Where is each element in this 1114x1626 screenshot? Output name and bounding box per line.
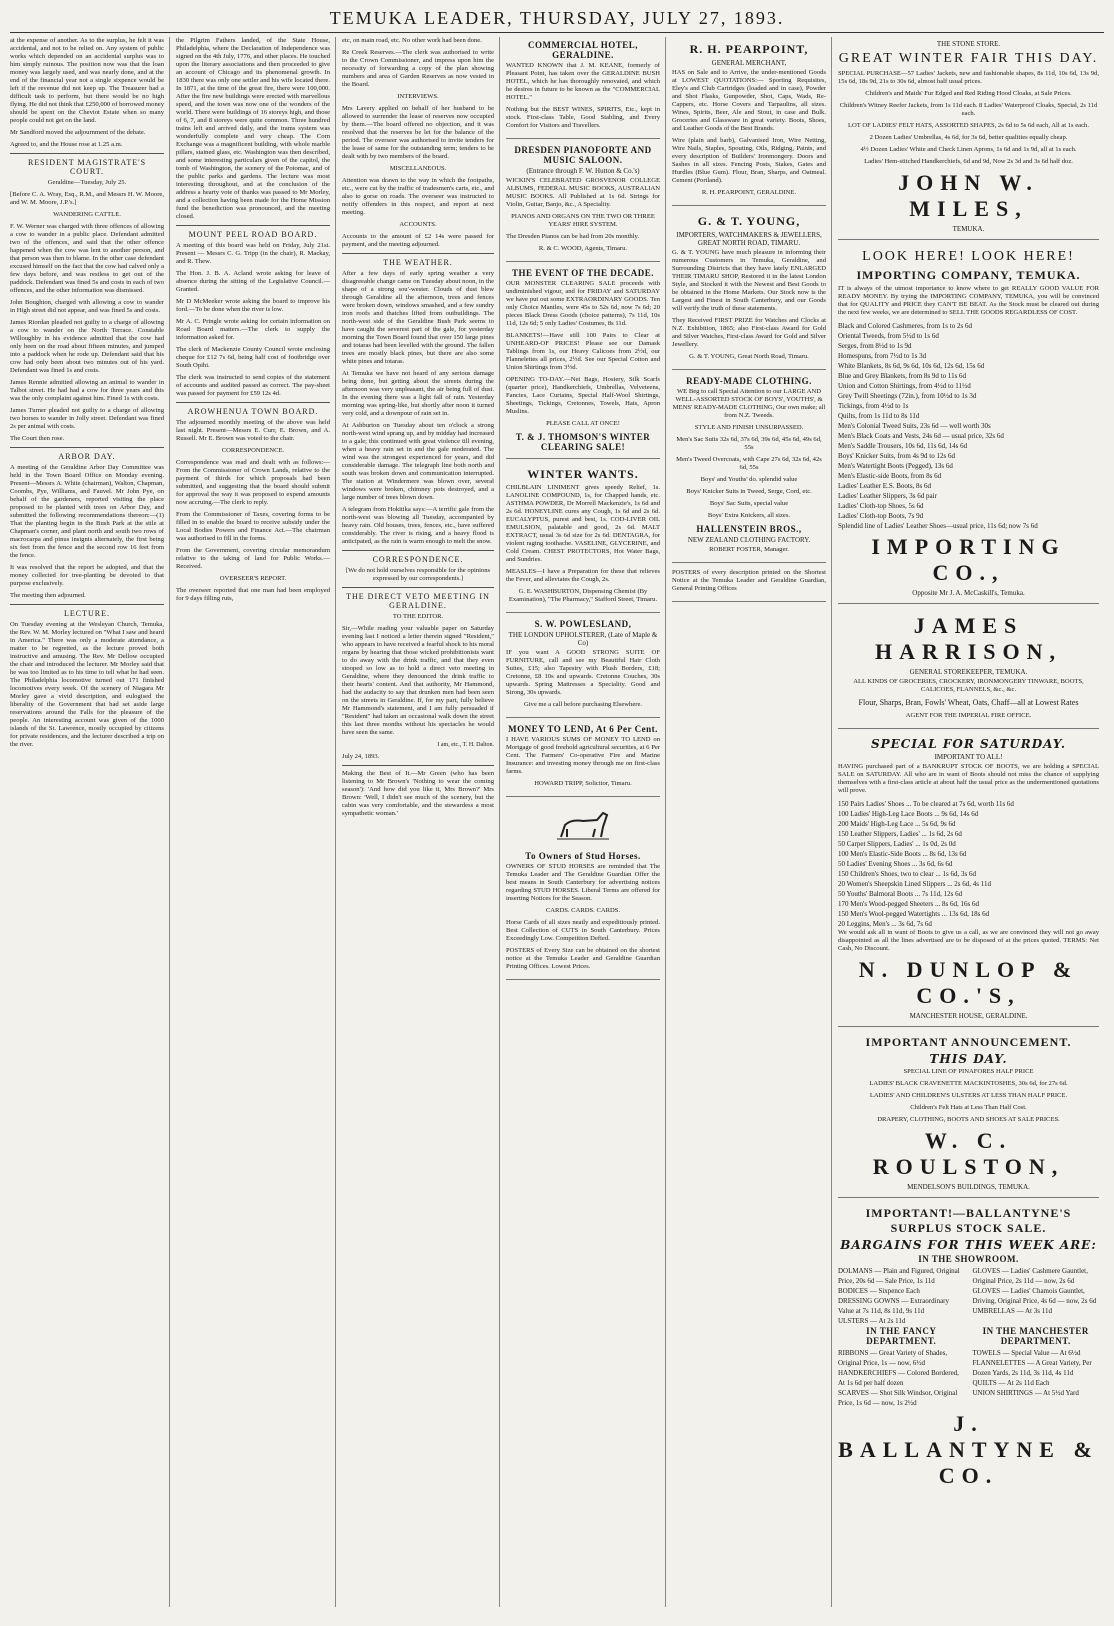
list-item: Homespuns, from 7½d to 1s 3d (838, 352, 927, 360)
article-text: A meeting of this board was held on Friday, July 21st. Present — Messrs C. G. Tripp (in the chair), R. Mackay, and R. Thew. (176, 242, 330, 265)
section-heading: MOUNT PEEL ROAD BOARD. (188, 230, 318, 239)
ad-posters: POSTERS of every description printed on the Shortest Notice at the Temuka Leader and Geraldine Guardian, General Printing Offices (672, 566, 826, 602)
list-item: FLANNELETTES — A Great Variety, Per Dozen Yards, 2s 11d, 3s 11d, 4s 11d (972, 1359, 1092, 1377)
column-5-ads (672, 37, 832, 1607)
section-heading: THE WEATHER. (383, 258, 453, 267)
article-text: James Turner pleaded not guilty to a charge of allowing two horses to wander in Jolly street. Defendant was fined 2s per animal with costs. (10, 407, 164, 430)
list-item: Ladies' Leather E.S. Boots, 8s 6d (838, 482, 932, 490)
article-text: the Pilgrim Fathers landed, of the State House, Philadelphia, where the Declaration of Independence was signed on the 4th July, 1776, and other places. He touched upon the literary associations and then proceeded to give an account of Chicago and its phenomenal growth. In 1830 there was only one settler and his wife located there. In 1871, at the time of the great fire, there were 100,000. After the fire new buildings were erected with marvellous speed, and the town was now one of the wonders of the world. There were buildings of 16 storeys high, and those of 6, 7, and 8 storeys were quite common. Three hundred trains left and arrived daily, and the trams system was wonderfully complete and very cheap. The Corn Exchange was a magnificent building, with whole marble pillars, stained glass, etc. Washington was then described, and some interesting particulars given of the capitol, the tomb of Washington, the scenery of the Potomac, and of the public parks and gardens. The lecture was most interesting throughout, and at the conclusion of the address a hearty vote of thanks was passed to Mr Morley, and a collection having been made for the Home Mission fund the benediction was pronounced, and the meeting closed. (176, 37, 330, 220)
list-item: BODICES — Sixpence Each (838, 1287, 920, 1295)
article-text: James Riordan pleaded not guilty to a charge of allowing a cow to wander on the North Terrace. Constable Willoughby in his evidence admitted that the cow had only been on the road about fifteen minutes, and jumped into a paddock when he rode up. Defendant said that his cow had only been about two minutes out of his yard. Defendant was fined 1s and costs. (10, 319, 164, 374)
list-item: QUILTS — At 2s 11d Each (972, 1379, 1050, 1387)
list-item: UMBRELLAS — At 3s 11d (972, 1307, 1052, 1315)
ad-winter-wants: WINTER WANTS. CHILBLAIN LINIMENT gives speedy Relief, 1s. LANOLINE COMPOUND, 1s, for Chapped hands, etc. ASTHMA POWDER, Dr Morrell Mackenzie's, 1s 6d and 2s 6d. HONEYLINE cures any Cough, 1s 6d and 2s 6d. EUCALYPTUS, purest and best, 1s. COD-LIVER OIL EMULSION, palatable and good, 2s 6d. MALT EXTRACT, usual 3s 6d size for 2s 6d. DENTAGRA, for violent raging toothache. VASELINE, GLYCERINE, and Cold Cream. CHEST PROTECTORS, Hot Water Bags, and Sundries. MEASLES—I have a Preparation for these that relieves the Fever, and alleviates the Cough, 2s. G. E. WASHBURTON, Dispensing Chemist (By Examination), "The Pharmacy," Stafford Street, Timaru. (506, 462, 660, 613)
subheading: CORRESPONDENCE. (221, 447, 285, 454)
fancy-list (838, 1348, 965, 1408)
horse-icon (553, 807, 613, 847)
manchester-list (973, 1348, 1100, 1398)
ad-event-of-decade: THE EVENT OF THE DECADE. OUR MONSTER CLEARING SALE proceeds with undiminished vigour, and for FRIDAY and SATURDAY we have put out some EXTRAORDINARY GOODS. Ten only Choice Mantles, were 45s to 52s 6d, now 7s 6d; 20 pieces Black Dress Goods (choice patterns), 7s 11d, 10s 11d, 12s 6d; 5 only Ladies' Costumes, 8s 11d. BLANKETS!—Have still 100 Pairs to Clear at UNHEARD-OF PRICES! Please see our Damask Tablings from 1s, our Heavy Calicoes from 2½d, our Flannelettes all prices, 2½d. See our Special Cotton and Union Shirtings from 3½d. OPENING TO-DAY.—Net Bags, Hosiery, Silk Scarfs (quarter price), Handkerchiefs, Umbrellas, Velveteens, Fancies, Lace Curtains, Special Half-Wool Shirtings, Sheetings, Tickings, Cretonnes, Towels, Hats, Apron Muslins. PLEASE CALL AT ONCE! T. & J. THOMSON'S WINTER CLEARING SALE! (506, 265, 660, 459)
article-text: The adjourned monthly meeting of the above was held last night. Present—Messrs E. Curr, E. Brown, and A. Russell. Mr E. Brown was voted to the chair. (176, 419, 330, 442)
list-item: White Blankets, 8s 6d, 9s 6d, 10s 6d, 12s 6d, 15s 6d (838, 362, 985, 370)
article-text: Correspondence was read and dealt with as follows:—From the Commissioner of Crown Lands, relative to the payment of thirds for which proposals had been submitted, and suggesting that the board should submit for approval the way it was proposed to expend amounts now accruing.—The clerk to reply. (176, 459, 330, 506)
ad-money-to-lend: MONEY TO LEND, At 6 Per Cent. I HAVE VARIOUS SUMS OF MONEY TO LEND on Mortgage of good freehold agricultural securities, at 6 Per Cent. The Farmers' Co-operative Fire and Marine Insurance: and investing money through me on first-class farms. HOWARD TRIPP, Solicitor, Timaru. (506, 721, 660, 797)
article-text: Accounts to the amount of £2 14s were passed for payment, and the meeting adjourned. (342, 233, 494, 248)
ad-stud-horses: To Owners of Stud Horses. OWNERS OF STUD HORSES are reminded that The Temuka Leader and The Geraldine Guardian Offer the best means in South Canterbury for advertising notices regarding STUD HORSES. Liberal Terms are offered for inserting Notices for the Season. CARDS. CARDS. CARDS. Horse Cards of all sizes neatly and expeditiously printed. Best Collection of CUTS in South Canterbury. Prices Exceedingly Low. Competition Defied. POSTERS of Every Size can be obtained on the shortest notice at the Temuka Leader and Geraldine Guardian Printing Offices. Lowest Prices. (506, 800, 660, 980)
section-heading: AROWHENUA TOWN BOARD. (187, 407, 319, 416)
article-text: John Boughton, charged with allowing a cow to wander in High street did not appear, and was fined 5s and costs. (10, 299, 164, 314)
list-item: Men's Colonial Tweed Suits, 23s 6d — well worth 30s (838, 422, 991, 430)
ad-ready-made-clothing: READY-MADE CLOTHING. WE Beg to call Special Attention to our LARGE AND WELL-ASSORTED STOCK OF BOYS', YOUTHS', & MENS' READY-MADE CLOTHING, Our own make; all from N.Z. Tweeds. STYLE AND FINISH UNSURPASSED. Men's Sac Suits 32s 6d, 37s 6d, 39s 6d, 45s 6d, 49s 6d, 55s Men's Tweed Overcoats, with Cape 27s 6d, 32s 6d, 42s 6d, 55s Boys' and Youths' do. splendid value Boys' Knicker Suits in Tweed, Serge, Cord, etc. Boys' Sac Suits, special value Boys' Extra Knickers, all sizes. HALLENSTEIN BROS., NEW ZEALAND CLOTHING FACTORY. ROBERT FOSTER, Manager. (672, 373, 826, 563)
masthead: TEMUKA LEADER, THURSDAY, JULY 27, 1893. (10, 8, 1104, 33)
price-list (838, 321, 1099, 531)
dateline: July 24, 1893. (342, 753, 380, 760)
section-heading: ARBOR DAY. (58, 452, 116, 461)
list-item: Grey Twill Sheetings (72in.), from 10½d to 1s 3d (838, 392, 977, 400)
list-item: Blue and Grey Blankets, from 8s 9d to 11s 6d (838, 372, 967, 380)
list-item: Men's Watertight Boots (Pegged), 13s 6d (838, 462, 953, 470)
list-item: Ladies' Leather Slippers, 3s 6d pair (838, 492, 937, 500)
list-item: DOLMANS — Plain and Figured, Original Price, 20s 6d — Sale Price, 1s 11d (838, 1267, 960, 1285)
list-item: Men's Elastic-side Boots, from 8s 6d (838, 472, 942, 480)
list-item: 100 Men's Elastic-Side Boots ... 8s 6d, 13s 6d (838, 850, 967, 858)
list-item: 170 Men's Wood-pegged Sheeters ... 8s 6d, 16s 6d (838, 900, 979, 908)
article-text: At Ashburton on Tuesday about ten o'clock a strong north-west wind sprang up, and by midday had increased to a gale; this continued with great violence till evening, when a heavy rain set in and the gale moderated. The wind was the strongest experienced for years, and did considerable damage. The telegraph line both north and south was broken down and communication interrupted. The station at Windermere was blown over, several windows were broken, chimney pots destroyed, and a large number of trees blown down. (342, 422, 494, 501)
dateline: Geraldine—Tuesday, July 25. (47, 179, 127, 186)
list-item: Ladies' Cloth-top Shoes, 5s 6d (838, 502, 924, 510)
ad-powlesland: S. W. POWLESLAND, THE LONDON UPHOLSTERER, (Late of Maple & Co) IF you want A GOOD STRONG SUITE OF FURNITURE, call and see my Beautiful Hair Cloth Suites, £15; also Tapestry with Plush Borders, £18; Cretonne, £8 10s and upwards. Cretonne Couches, 30s upwards. Spring Mattresses a Speciality. Good and Strong, 30s upwards. Give me a call before purchasing Elsewhere. (506, 616, 660, 718)
subheading: MISCELLANEOUS. (389, 165, 447, 172)
article-text: Mr Sandford moved the adjournment of the debate. (10, 129, 146, 136)
column-3 (342, 37, 500, 1607)
article-text: at the expense of another. As to the surplus, he felt it was accidental, and not to be relied on. Any system of public works which depended on an accidental surplus was to him simply ruinous. The position now was that the loan money was largely used, and was nearly done, and at the end of the financial year not a single sixpence would be left if the revenue did not keep up. The Treasurer had a difficult task to perform, but there would be no high flying. He did not think that £250,000 of borrowed money should be spent on the Cheviot Estate when so many people could not get on the land. (10, 37, 164, 124)
article-text: On Tuesday evening at the Wesleyan Church, Temuka, the Rev. W. M. Morley lectured on "What I saw and heard in America." There was only a moderate attendance, a matter to be regretted, as the lecture proved both instructive and amusing. The Rev. Mr Dellow occupied the chair and introduced the lecturer. Mr Morley said that he was too limited as to his time to tell what he had seen. The Philadelphia locomotive turned out 171 finished locomotives every week. Of the scenery of Niagara Mr Morley gave a vivid description, and eulogised the liberality of the Government that had set aside large reservations around the Falls for the pleasure of the people. An interesting account was given of the 1000 islands of the St. Lawrence, mostly occupied by citizens for private residences, and the lecturer described a trip on the river. (10, 621, 164, 748)
subheading: TO THE EDITOR. (392, 613, 444, 620)
list-item: 50 Youths' Balmoral Boots ... 7s 11d, 12s 6d (838, 890, 963, 898)
list-item: Tickings, from 4½d to 1s (838, 402, 909, 410)
article-text: At Temuka we have not heard of any serious damage being done, but getting about the streets during the afternoon was very unpleasant, the air being full of dust. In the evening there was a light fall of rain. Yesterday morning was spring-like, but shortly after noon it turned very cold, and a downpour of rain set in. (342, 370, 494, 417)
list-item: Splendid line of Ladies' Leather Shoes—usual price, 11s 6d; now 7s 6d (838, 522, 1038, 530)
showroom-list (838, 1266, 965, 1326)
ad-roulston: IMPORTANT ANNOUNCEMENT. THIS DAY. SPECIAL LINE OF PINAFORES HALF PRICE LADIES' BLACK CRAVENETTE MACKINTOSHES, 30s 6d, for 27s 6d. LADIES' AND CHILDREN'S ULSTERS AT LESS THAN HALF PRICE. Children's Felt Hats at Less Than Half Cost. DRAPERY, CLOTHING, BOOTS AND SHOES AT SALE PRICES. W. C. ROULSTON, MENDELSON'S BUILDINGS, TEMUKA. (838, 1030, 1099, 1198)
list-item: RIBBONS — Great Variety of Shades, Original Price, 1s — now, 6½d (838, 1349, 948, 1367)
article-text: Making the Best of It.—Mr Green (who has been listening to Mr Brown's 'Nothing to wear the coming season'): 'And how did you like it, Mrs Brown?' Mrs Brown: 'Well, I didn't see much of the scenery, but the cabin was very comfortable, and the stewardess a most sympathetic woman.' (342, 770, 494, 817)
editor-note: [We do not hold ourselves responsible for the opinions expressed by our correspondents.] (345, 567, 491, 582)
ad-pearpoint: R. H. PEARPOINT, GENERAL MERCHANT, HAS on Sale and to Arrive, the under-mentioned Goods at LOWEST QUOTATIONS:— Sporting Requisites, Eley's and Club Cartridges (loaded and in case), Powder and Shot Flasks, Gunpowder, Shot, Caps, Wads, Re-Cappers, etc. Horse Covers and Tarpaulins, all sizes. Wines, Spirits, Beer, Ale and Stout, in case and Bulk. Groceries and Glassware in great variety. Boots, Shoes, and Leather Goods of the Best Brands. Wire (plain and barb), Galvanised Iron, Wire Netting, Wire Nails, Staples, Spouting, Oils, Ridging, Paints, and every description of Builders' Ironmongery. Doors and Sashes in all sizes. Fencing Posts, Stakes, Gates and Hurdles (Blue Gum). Flour, Bran, Sharps, and Oatmeal. Cement (Portland). R. H. PEARPOINT, GERALDINE. (672, 37, 826, 206)
article-text: James Rennie admitted allowing an animal to wander in Talbot street. He had had a cow for three years and this was the only complaint against him. Fined 1s with costs. (10, 379, 164, 402)
signature: I am, etc., T. H. Dalton. (437, 742, 494, 748)
ad-james-harrison: JAMES HARRISON, GENERAL STOREKEEPER, TEMUKA. ALL KINDS OF GROCERIES, CROCKERY, IRONMONGERY TINWARE, BOOTS, CALICOES, FLANNELS, &c., &c. Flour, Sharps, Bran, Fowls' Wheat, Oats, Chaff—all at Lowest Rates AGENT FOR THE IMPERIAL FIRE OFFICE. (838, 607, 1099, 729)
article-text: A meeting of the Geraldine Arbor Day Committee was held in the Town Board Office on Monday evening. Present—Messrs A. White (chairman), Walton, Chapman, Coombs, Pye, Williams, and Fauvel. Mr John Pye, on behalf of the gardeners, reported visiting the place proposed to be planted with trees on Arbor Day, and submitted the following recommendations thereon:—(1) That the planting begin in the Bush Park at the stile at Chapman's corner, and plant north and south two rows of macrocarpa and pinus insignis alternately, the first being six feet from the fence and the second row 16 feet from the fence. (10, 464, 164, 559)
ad-ballantyne: IMPORTANT!—BALLANTYNE'S SURPLUS STOCK SALE. BARGAINS FOR THIS WEEK ARE: IN THE SHOWROOM. DOLMANS — Plain and Figured, Original Price, 20s 6d — Sale Price, 1s 11d BODICES — Sixpence Each DRESSING GOWNS — Extraordinary Value at 7s 11d, 8s 11d, 9s 11d ULSTERS — At 2s 11d GLOVES — Ladies' Cashmere Gauntlet, Original Price, 2s 11d — now, 2s 6d GLOVES — Ladies' Chamois Gauntlet, Driving, Original Price, 4s 6d — now, 2s 6d UMBRELLAS — At 3s 11d IN THE FANCY DEPARTMENT. RIBBONS — Great Variety of Shades, Original Price, 1s — now, 6½d HANDKERCHIEFS — Colored Bordered, At 1s 6d per half dozen SCARVES — Shot Silk Windsor, Original Price, 1s 6d — now, 1s 2½d IN THE MANCHESTER DEPARTMENT. TOWELS — Special Value — At 6½d FLANNELETTES — A Great Variety, Per Dozen Yards, 2s 11d, 3s 11d, 4s 11d QUILTS — At 2s 11d Each UNION SHIRTINGS — At 5½d Yard J. BALLANTYNE & CO. (838, 1206, 1099, 1488)
list-item: 150 Men's Wool-pegged Watertights ... 13s 6d, 18s 6d (838, 910, 990, 918)
list-item: GLOVES — Ladies' Chamois Gauntlet, Driving, Original Price, 4s 6d — now, 2s 6d (972, 1287, 1097, 1305)
ad-stone-store: THE STONE STORE. GREAT WINTER FAIR THIS DAY. SPECIAL PURCHASE—57 Ladies' Jackets, new and fashionable shapes, 8s 11d, 10s 6d, 13s 9d, 15s 6d, 18s 9d, 21s to 30s 6d, almost half usual prices. Children's and Maids' Fur Edged and Red Riding Hood Cloaks, at Sale Prices. Children's Witney Reefer Jackets, from 1s 11d each. 8 Ladies' Waterproof Cloaks, Special, 2s 11d each. LOT OF LADIES' FELT HATS, ASSORTED SHAPES, 2s 6d to 5s 6d each, All at 1s each. 2 Dozen Ladies' Umbrellas, 4s 6d, for 3s 6d, better qualities equally cheap. 4½ Dozen Ladies' White and Check Linen Aprons, 1s 6d and 1s 9d, all at 1s each. Ladies' Hem-stitched Handkerchiefs, 6d and 9d, Now 2s 3d and 3s 6d half doz. JOHN W. MILES, TEMUKA. (838, 37, 1099, 240)
subheading: INTERVIEWS. (397, 93, 439, 100)
subheading: OVERSEER'S REPORT. (219, 575, 287, 582)
article-text: F. W. Werner was charged with three offences of allowing a cow to wander in a public place. Defendant admitted two of the offences, and said that the other offence happened when the cow was lent to another person, and that person was then to blame. In the other case defendant excused himself on the fact that the cow had calved only a few days before, and was restless to get out of the paddock. Defendant was fined 5s and costs in each of two offences, and the other information was dismissed. (10, 223, 164, 294)
section-heading: RESIDENT MAGISTRATE'S COURT. (27, 158, 147, 176)
article-text: [Before C. A. Wray, Esq., R.M., and Messrs H. W. Moore, and W. M. Moore, J.P.'s.] (10, 191, 164, 206)
list-item: 50 Carpet Slippers, Ladies' ... 1s 0d, 2s 0d (838, 840, 956, 848)
list-item: Ladies' Cloth-top Boots, 7s 9d (838, 512, 924, 520)
list-item: UNION SHIRTINGS — At 5½d Yard (972, 1389, 1079, 1397)
article-text: The Court then rose. (10, 435, 65, 442)
article-text: etc, on main road, etc. No other work had been done. (342, 37, 482, 44)
article-text: From the Commissioner of Taxes, covering forms to be filled in to enable the board to receive subsidy under the Local Bodies Powers and Finance Act.—The chairman was authorised to fill in the forms. (176, 511, 330, 542)
list-item: Quilts, from 1s 11d to 8s 11d (838, 412, 920, 420)
section-heading: THE DIRECT VETO MEETING IN GERALDINE. (346, 592, 490, 610)
list-item: GLOVES — Ladies' Cashmere Gauntlet, Original Price, 2s 11d — now, 2s 6d (972, 1267, 1088, 1285)
list-item: 50 Ladies' Evening Shoes ... 3s 6d, 6s 6d (838, 860, 953, 868)
article-text: The Hon. J. B. A. Acland wrote asking for leave of absence during the sitting of the Legislative Council.—Granted. (176, 270, 330, 293)
list-item: Men's Saddle Trousers, 10s 6d, 11s 6d, 14s 6d (838, 442, 968, 450)
article-text: Sir,—While reading your valuable paper on Saturday evening last I noticed a letter therein signed "Resident," who appears to have received a fearful shock to his moral organs by hearing that those wicked prohibitionists want to do away with the drink traffic, and that they even stooped so low as to hold a direct veto meeting in Geraldine, where they denounced the drink traffic to their hearts' content. And that authority, Mr Hammond, had the audacity to say that drunken men had been seen on the streets in Geraldine. If, for my part, fully believe Mr Hammond's statement, and I am fully persuaded if "Resident" had taken an occasional walk down the street this last three months without his spectacles he would have seen the same. (342, 625, 494, 736)
list-item: SCARVES — Shot Silk Windsor, Original Price, 1s 6d — now, 1s 2½d (838, 1389, 958, 1407)
list-item: 200 Maids' High-Leg Lace ... 5s 6d, 9s 6d (838, 820, 956, 828)
list-item: HANDKERCHIEFS — Colored Bordered, At 1s 6d per half dozen (838, 1369, 959, 1387)
list-item: Men's Black Coats and Vests, 24s 6d — usual price, 32s 6d (838, 432, 1004, 440)
article-text: Agreed to, and the House rose at 1.25 a.m. (10, 141, 123, 148)
list-item: TOWELS — Special Value — At 6½d (972, 1349, 1081, 1357)
article-text: Mrs Lavery applied on behalf of her husband to be allowed to surrender the lease of reserves now occupied by them.—The board offered no objection, and it was resolved that the reserves be let for the balance of the period. The overseer was authorised to invite tenders for the lease of same for the outstanding term; tenders to be dealt with by two members of the board. (342, 105, 494, 160)
list-item: 100 Ladies' High-Leg Lace Boots ... 9s 6d, 14s 6d (838, 810, 979, 818)
column-wide-ads (838, 37, 1104, 1607)
list-item: Boys' Knicker Suits, from 4s 9d to 12s 6d (838, 452, 955, 460)
ad-dunlop: SPECIAL FOR SATURDAY. IMPORTANT TO ALL! HAVING purchased part of a BANKRUPT STOCK OF BOOTS, we are holding a SPECIAL SALE on SATURDAY. All who are in want of Boots should not miss the chance of supplying themselves with a first-class article at about half the usual price as the undermentioned quotations will prove. 150 Pairs Ladies' Shoes ... To be cleared at 7s 6d, worth 11s 6d 100 Ladies' High-Leg Lace Boots ... 9s 6d, 14s 6d 200 Maids' High-Leg Lace ... 5s 6d, 9s 6d 150 Leather Slippers, Ladies' ... 1s 6d, 2s 6d 50 Carpet Slippers, Ladies' ... 1s 0d, 2s 0d 100 Men's Elastic-Side Boots ... 8s 6d, 13s 6d 50 Ladies' Evening Shoes ... 3s 6d, 6s 6d 150 Children's Shoes, two to clear ... 1s 6d, 3s 6d 20 Women's Sheepskin Lined Slippers ... 2s 6d, 4s 11d 50 Youths' Balmoral Boots ... 7s 11d, 12s 6d 170 Men's Wood-pegged Sheeters ... 8s 6d, 16s 6d 150 Men's Wool-pegged Watertights ... 13s 6d, 18s 6d 20 Leggins, Men's ... 3s 6d, 7s 6d We would ask all in want of Boots to give us a call, as we are convinced they will not go away disappointed as all the lines advertised are to be disposed of at the prices quoted. TERMS: Net Cash, No Discount. N. DUNLOP & CO.'S, MANCHESTER HOUSE, GERALDINE. (838, 732, 1099, 1027)
list-item: 150 Leather Slippers, Ladies' ... 1s 6d, 2s 6d (838, 830, 962, 838)
column-1 (10, 37, 170, 1607)
article-text: The clerk was instructed to send copies of the statement of accounts and audited passed as correct. The pay-sheet was passed for payment for £59 12s 4d. (176, 374, 330, 397)
list-item: 20 Leggins, Men's ... 3s 6d, 7s 6d (838, 920, 932, 928)
ad-commercial-hotel: COMMERCIAL HOTEL, GERALDINE. WANTED KNOWN that J. M. KEANE, formerly of Pleasant Point, has taken over the GERALDINE BUSH HOTEL, which he has thoroughly renovated, and which he desires in future to be known as the "COMMERCIAL HOTEL." Nothing but the BEST WINES, SPIRITS, Etc., kept in stock. First-class Table, Good Stabling, and Every Comfort for Visitors and Travellers. (506, 37, 660, 139)
subheading: WANDERING CATTLE. (53, 211, 121, 218)
list-item: Union and Cotton Shirtings, from 4½d to 11½d (838, 382, 971, 390)
article-text: Re Creek Reserves.—The clerk was authorised to write to the Crown Commissioner, and impress upon him the necessity of forwarding a copy of the plan showing numbers and area of Garden Reserves as now vested in the Board. (342, 49, 494, 88)
article-text: Mr D McMeeker wrote asking the board to improve his ford.—To be done when the river is low. (176, 298, 330, 313)
article-text: A telegram from Hokitika says:—A terrific gale from the north-west was blowing all Tuesday, accompanied by heavy rain. Old houses, trees, fences, etc., have suffered considerably. The river is rising, and a heavy flood is anticipated, as the rain is warm enough to melt the snow. (342, 506, 494, 545)
list-item: 150 Children's Shoes, two to clear ... 1s 6d, 3s 6d (838, 870, 976, 878)
article-text: The overseer reported that one man had been employed for 9 days filling ruts, (176, 587, 330, 602)
list-item: Oriental Tweeds, from 5½d to 1s 6d (838, 332, 939, 340)
article-text: After a few days of early spring weather a very disagreeable change came on Tuesday about noon, in the shape of a strong sou'-wester. Clouds of dust blew through Geraldine all the afternoon, trees and fences were broken down, windows smashed, and a few sundry iron roofs and thatches lifted from outbuildings. The north-west side of the Geraldine Bush Park seems to have caught the severest part of the gale, for yesterday morning the Town Board found that over 150 large pines and totaras had been levelled with the ground. The fallen trees are mostly black pines, but there are also some white pines and totaras. (342, 270, 494, 365)
article-text: From the Government, covering circular memorandum relative to the taking of land for Public Works.—Received. (176, 547, 330, 570)
ad-young-jewellers: G. & T. YOUNG, IMPORTERS, WATCHMAKERS & JEWELLERS, GREAT NORTH ROAD, TIMARU. G. & T. YOUNG have much pleasure in informing their numerous Customers in Temuka, Geraldine, and Surrounding Districts that they have lately ENLARGED THEIR TIMARU SHOP, Restored it in the latest London Style, and Stocked it with the Newest and Best Goods to be obtained in the Home Markets. Our Stock now is the Largest and Finest in South Canterbury, and our Goods will verify the truth of these statements. They Received FIRST PRIZE for Watches and Clocks at N.Z. Exhibition, 1865; also First-class Award for Gold and Silver Watches, First-class Award for Gold and Silver Jewellery. G. & T. YOUNG, Great North Road, Timaru. (672, 209, 826, 370)
section-heading: CORRESPONDENCE. (372, 555, 464, 564)
article-text: The clerk of Mackenzie County Council wrote enclosing cheque for £12 7s 6d, being half cost of footbridge over South Opihi. (176, 346, 330, 369)
column-4-ads (506, 37, 666, 1607)
boot-price-list (838, 799, 1099, 929)
showroom-list-2 (973, 1266, 1100, 1326)
list-item: 150 Pairs Ladies' Shoes ... To be cleared at 7s 6d, worth 11s 6d (838, 800, 1014, 808)
ad-dresden-piano: DRESDEN PIANOFORTE AND MUSIC SALOON. (Entrance through F. W. Hutton & Co.'s) WICKIN'S CELEBRATED GROSVENOR COLLEGE ALBUMS, FEDERAL MUSIC BOOKS, AUSTRALIAN MUSIC BOOKS. All Published at 1s 6d. Strings for Violin, Guitar, Banjo, &c., A Speciality. PIANOS AND ORGANS ON THE TWO OR THREE YEARS' HIRE SYSTEM. The Dresden Pianos can be had from 20s monthly. R. & C. WOOD, Agents, Timaru. (506, 142, 660, 262)
list-item: 20 Women's Sheepskin Lined Slippers ... 2s 6d, 4s 11d (838, 880, 991, 888)
column-2 (176, 37, 336, 1607)
article-text: The meeting then adjourned. (10, 592, 86, 599)
list-item: DRESSING GOWNS — Extraordinary Value at 7s 11d, 8s 11d, 9s 11d (838, 1297, 950, 1315)
newspaper-page (10, 8, 1104, 1608)
ad-importing-company: LOOK HERE! LOOK HERE! IMPORTING COMPANY, TEMUKA. IT is always of the utmost importance to know where to get REALLY GOOD VALUE FOR READY MONEY. By trying the IMPORTING COMPANY, TEMUKA, you will be convinced that for QUALITY and PRICE they CAN'T BE BEAT. As the Stock must be cleared out during the next few weeks, we are determined to SELL THE GOODS REGARDLESS OF COST. Black and Colored Cashmeres, from 1s to 2s 6d Oriental Tweeds, from 5½d to 1s 6d Serges, from 8½d to 1s 9d Homespuns, from 7½d to 1s 3d White Blankets, 8s 6d, 9s 6d, 10s 6d, 12s 6d, 15s 6d Blue and Grey Blankets, from 8s 9d to 11s 6d Union and Cotton Shirtings, from 4½d to 11½d Grey Twill Sheetings (72in.), from 10½d to 1s 3d Tickings, from 4½d to 1s Quilts, from 1s 11d to 8s 11d Men's Colonial Tweed Suits, 23s 6d — well worth 30s Men's Black Coats and Vests, 24s 6d — usual price, 32s 6d Men's Saddle Trousers, 10s 6d, 11s 6d, 14s 6d Boys' Knicker Suits, from 4s 9d to 12s 6d Men's Watertight Boots (Pegged), 13s 6d Men's Elastic-side Boots, from 8s 6d Ladies' Leather E.S. Boots, 8s 6d Ladies' Leather Slippers, 3s 6d pair Ladies' Cloth-top Shoes, 5s 6d Ladies' Cloth-top Boots, 7s 9d Splendid line of Ladies' Leather Shoes—usual price, 11s 6d; now 7s 6d IMPORTING CO., Opposite Mr J. A. McCaskill's, Temuka. (838, 243, 1099, 604)
list-item: Serges, from 8½d to 1s 9d (838, 342, 912, 350)
subheading: ACCOUNTS. (399, 221, 437, 228)
article-text: Mr A. C. Pringle wrote asking for certain information on Road Board matters.—The clerk to supply the information asked for. (176, 318, 330, 341)
article-text: It was resolved that the report be adopted, and that the money collected for tree-planting be devoted to that purpose exclusively. (10, 564, 164, 587)
list-item: ULSTERS — At 2s 11d (838, 1317, 906, 1325)
article-text: Attention was drawn to the way in which the footpaths, etc., were cut by the traffic of tradesmen's carts, etc., and also to gorse on roads. The overseer was instructed to notify offenders in this respect, and report at next meeting. (342, 177, 494, 216)
section-heading: LECTURE. (64, 609, 110, 618)
list-item: Black and Colored Cashmeres, from 1s to 2s 6d (838, 322, 972, 330)
